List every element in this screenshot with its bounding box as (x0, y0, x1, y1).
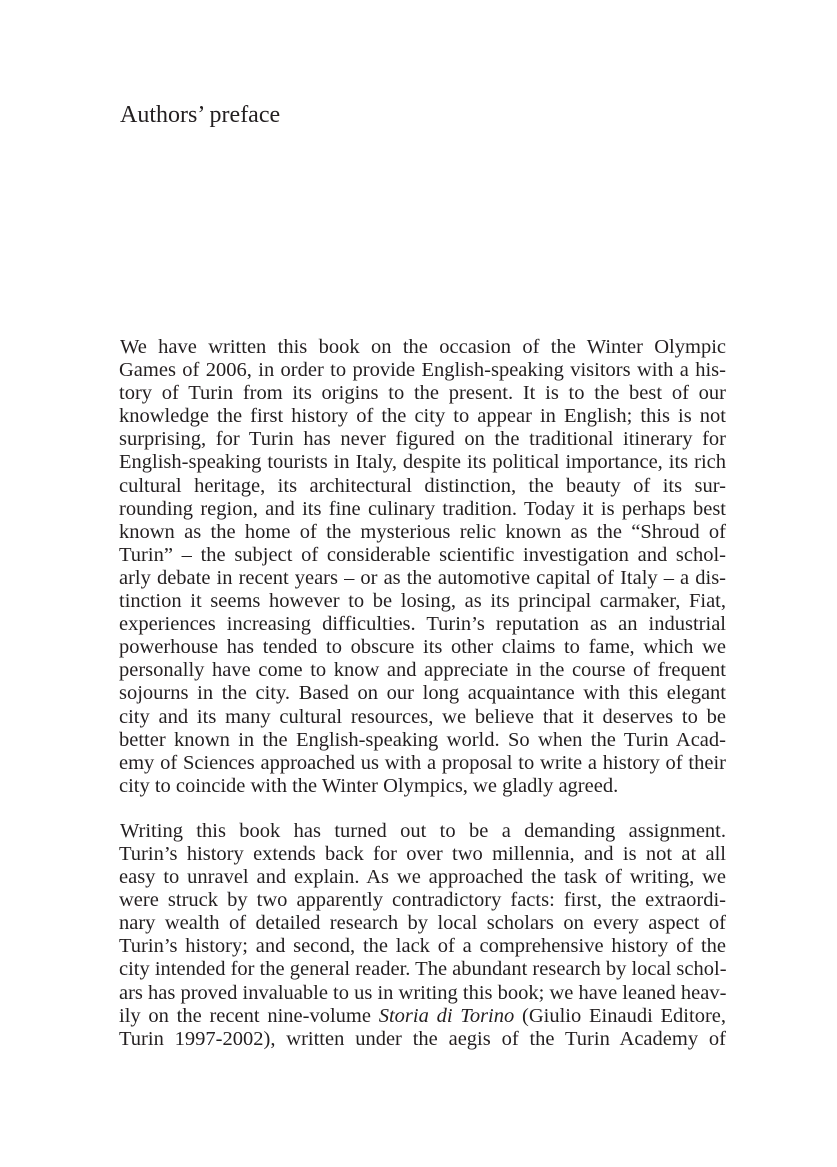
text-line: Games of 2006, in order to provide English-speaking visitors with a his- (119, 359, 726, 382)
text-line: personally have come to know and appreciate in the course of frequent (119, 659, 726, 682)
text-line: better known in the English-speaking world. So when the Turin Acad- (119, 728, 726, 751)
paragraph-2 (119, 820, 726, 1051)
text-line: tinction it seems however to be losing, as its principal carmaker, Fiat, (119, 590, 726, 613)
text-line: experiences increasing difficulties. Turin’s reputation as an industrial (119, 613, 726, 636)
text-line: cultural heritage, its architectural distinction, the beauty of its sur- (119, 474, 726, 497)
text-line: rounding region, and its fine culinary tradition. Today it is perhaps best (119, 497, 726, 520)
text-line: Turin 1997-2002), written under the aegis of the Turin Academy of (119, 1027, 726, 1050)
text-line: Turin’s history; and second, the lack of a comprehensive history of the (119, 935, 726, 958)
text-line: easy to unravel and explain. As we approached the task of writing, we (119, 866, 726, 889)
text-line: were struck by two apparently contradictory facts: first, the extraordi- (119, 889, 726, 912)
text-line: city and its many cultural resources, we believe that it deserves to be (119, 705, 726, 728)
text-line: knowledge the first history of the city to appear in English; this is not (119, 405, 726, 428)
text-line: English-speaking tourists in Italy, despite its political importance, its rich (119, 451, 726, 474)
preface-body (119, 336, 726, 1051)
text-line: city intended for the general reader. The abundant research by local schol- (119, 958, 727, 981)
paragraph-1 (119, 336, 726, 798)
text-segment: ily on the recent nine-volume (119, 1004, 379, 1027)
text-line: Writing this book has turned out to be a demanding assignment. (120, 819, 726, 842)
text-line: emy of Sciences approached us with a proposal to write a history of their (119, 751, 726, 774)
text-line: ars has proved invaluable to us in writing this book; we have leaned heav- (119, 981, 727, 1004)
text-line: city to coincide with the Winter Olympics, we gladly agreed. (119, 774, 619, 797)
text-line: powerhouse has tended to obscure its other claims to fame, which we (119, 636, 726, 659)
text-line: sojourns in the city. Based on our long acquaintance with this elegant (119, 682, 726, 705)
text-line: arly debate in recent years – or as the automotive capital of Italy – a dis- (119, 566, 726, 589)
page-title: Authors’ preface (120, 102, 281, 128)
text-line: surprising, for Turin has never figured on the traditional itinerary for (119, 428, 726, 451)
text-line: Turin’s history extends back for over two millennia, and is not at all (119, 842, 726, 865)
text-line: We have written this book on the occasion of the Winter Olympic (120, 336, 726, 358)
text-segment: (Giulio Einaudi Editore, (514, 1004, 726, 1027)
text-line: known as the home of the mysterious relic known as the “Shroud of (119, 520, 726, 543)
text-line-with-title (119, 1005, 726, 1028)
text-line: tory of Turin from its origins to the present. It is to the best of our (119, 382, 726, 405)
text-line: Turin” – the subject of considerable scientific investigation and schol- (119, 543, 726, 566)
text-line: nary wealth of detailed research by local scholars on every aspect of (119, 912, 726, 935)
book-title: Storia di Torino (378, 1004, 515, 1027)
